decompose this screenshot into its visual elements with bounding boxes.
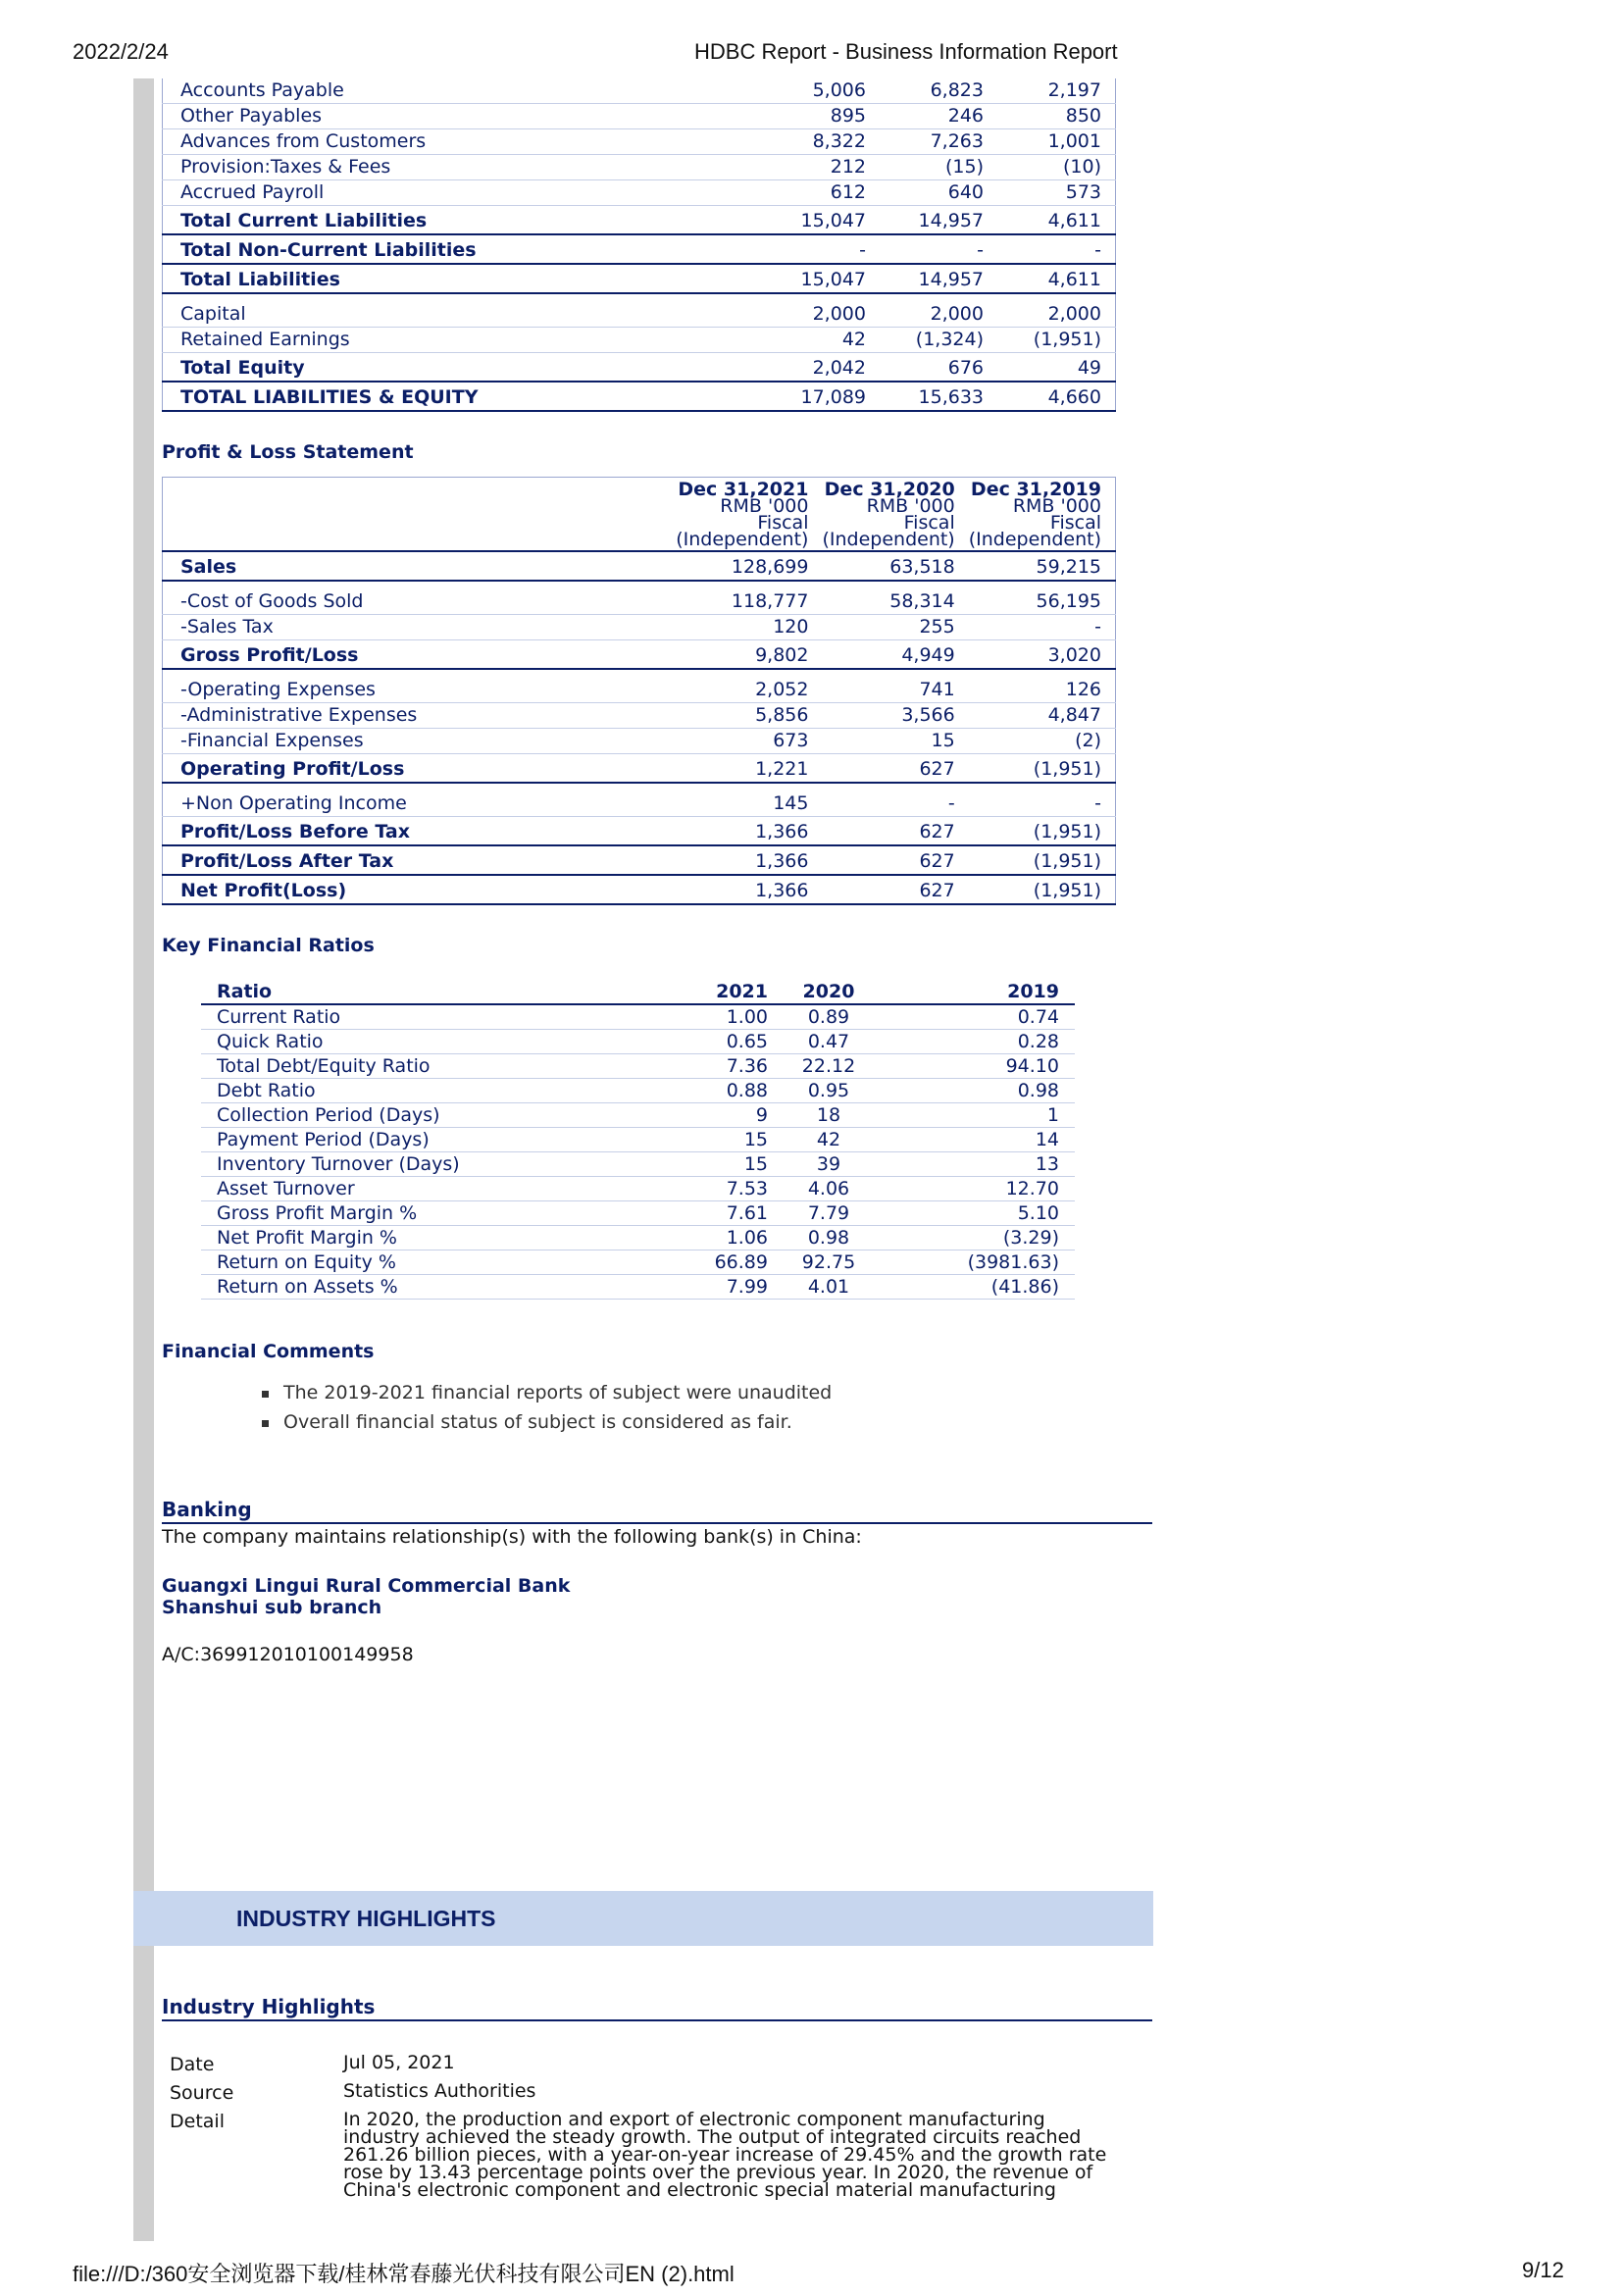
table-row: Capital 2,000 2,000 2,000 xyxy=(163,293,1116,328)
table-row: Other Payables 895 246 850 xyxy=(163,104,1116,129)
table-row: Return on Assets % 7.99 4.01 (41.86) xyxy=(201,1275,1075,1300)
profit-after-tax-row: Profit/Loss After Tax 1,366 627 (1,951) xyxy=(163,845,1116,875)
date-label: Date xyxy=(170,2054,215,2075)
banking-title: Banking xyxy=(162,1498,1152,1524)
profit-before-tax-row: Profit/Loss Before Tax 1,366 627 (1,951) xyxy=(163,817,1116,846)
banking-intro: The company maintains relationship(s) with the following bank(s) in China: xyxy=(162,1526,862,1548)
ratios-title: Key Financial Ratios xyxy=(162,935,375,956)
balance-sheet-table xyxy=(162,78,1116,412)
print-footer-path: file:///D:/360安全浏览器下载/桂林常春藤光伏科技有限公司EN (2).html xyxy=(73,2262,735,2286)
bank-name: Guangxi Lingui Rural Commercial Bank xyxy=(162,1575,571,1597)
table-row: Collection Period (Days) 9 18 1 xyxy=(201,1103,1075,1128)
operating-profit-row: Operating Profit/Loss 1,221 627 (1,951) xyxy=(163,754,1116,784)
ratios-table xyxy=(201,980,1075,1300)
total-noncurrent-liabilities-row: Total Non-Current Liabilities - - - xyxy=(163,234,1116,264)
bank-account: A/C:369912010100149958 xyxy=(162,1644,414,1665)
pl-header-row: Dec 31,2021 RMB '000 Fiscal (Independent) Dec 31,2020 RMB '000 Fiscal (Independent) Dec 31,2019 RMB '000 Fiscal (Independent) xyxy=(163,478,1116,552)
net-profit-row: Net Profit(Loss) 1,366 627 (1,951) xyxy=(163,875,1116,904)
gross-profit-row: Gross Profit/Loss 9,802 4,949 3,020 xyxy=(163,640,1116,670)
table-row: Quick Ratio 0.65 0.47 0.28 xyxy=(201,1030,1075,1054)
table-row: -Financial Expenses 673 15 (2) xyxy=(163,729,1116,754)
table-row: Accounts Payable 5,006 6,823 2,197 xyxy=(163,78,1116,104)
industry-title: Industry Highlights xyxy=(162,1995,1152,2021)
print-date: 2022/2/24 xyxy=(73,39,169,64)
industry-section xyxy=(162,1995,1162,2201)
table-row: Total Debt/Equity Ratio 7.36 22.12 94.10 xyxy=(201,1054,1075,1079)
pl-title: Profit & Loss Statement xyxy=(162,441,414,463)
source-value: Statistics Authorities xyxy=(343,2080,536,2102)
sales-row: Sales 128,699 63,518 59,215 xyxy=(163,551,1116,581)
comments-title: Financial Comments xyxy=(162,1341,375,1362)
table-row: Retained Earnings 42 (1,324) (1,951) xyxy=(163,328,1116,353)
total-liabilities-row: Total Liabilities 15,047 14,957 4,611 xyxy=(163,264,1116,293)
profit-loss-table xyxy=(162,477,1116,905)
total-equity-row: Total Equity 2,042 676 49 xyxy=(163,353,1116,383)
print-page-number: 9/12 xyxy=(1522,2258,1564,2282)
table-row: Inventory Turnover (Days) 15 39 13 xyxy=(201,1152,1075,1177)
table-row: Provision:Taxes & Fees 212 (15) (10) xyxy=(163,155,1116,180)
table-row: Payment Period (Days) 15 42 14 xyxy=(201,1128,1075,1152)
table-row: -Sales Tax 120 255 - xyxy=(163,615,1116,640)
detail-value: In 2020, the production and export of electronic component manufacturing industry achieved the steady growth. The output of integrated circuits reached 261.26 billion pieces, with a year-on-year increase of 29.45% and the growth rate rose by 13.43 percentage points over the previous year. In 2020, the revenue of China's electronic component and electronic special material manufacturing xyxy=(343,2109,1107,2201)
table-row: Accrued Payroll 612 640 573 xyxy=(163,180,1116,206)
table-row: +Non Operating Income 145 - - xyxy=(163,783,1116,817)
report-content xyxy=(162,78,1162,1665)
table-row: -Administrative Expenses 5,856 3,566 4,847 xyxy=(163,703,1116,729)
list-item: The 2019-2021 financial reports of subject were unaudited xyxy=(283,1382,1162,1403)
date-value: Jul 05, 2021 xyxy=(343,2052,455,2073)
industry-highlights-band xyxy=(133,1891,1153,1946)
ratios-header-row: Ratio 2021 2020 2019 xyxy=(201,980,1075,1004)
list-item: Overall financial status of subject is considered as fair. xyxy=(283,1411,1162,1433)
table-row: Current Ratio 1.00 0.89 0.74 xyxy=(201,1004,1075,1030)
table-row: Advances from Customers 8,322 7,263 1,001 xyxy=(163,129,1116,155)
table-row: Return on Equity % 66.89 92.75 (3981.63) xyxy=(201,1250,1075,1275)
table-row: Debt Ratio 0.88 0.95 0.98 xyxy=(201,1079,1075,1103)
source-label: Source xyxy=(170,2082,234,2104)
table-row: Asset Turnover 7.53 4.06 12.70 xyxy=(201,1177,1075,1201)
industry-band-title: INDUSTRY HIGHLIGHTS xyxy=(236,1906,496,1931)
print-title: HDBC Report - Business Information Report xyxy=(694,39,1118,64)
table-row: -Cost of Goods Sold 118,777 58,314 56,195 xyxy=(163,581,1116,615)
total-current-liabilities-row: Total Current Liabilities 15,047 14,957 4,611 xyxy=(163,206,1116,235)
table-row: Net Profit Margin % 1.06 0.98 (3.29) xyxy=(201,1226,1075,1250)
bank-branch: Shanshui sub branch xyxy=(162,1597,382,1618)
table-row: -Operating Expenses 2,052 741 126 xyxy=(163,669,1116,703)
detail-label: Detail xyxy=(170,2111,225,2132)
table-row: Gross Profit Margin % 7.61 7.79 5.10 xyxy=(201,1201,1075,1226)
comments-list xyxy=(162,1382,1162,1433)
total-liabilities-equity-row: TOTAL LIABILITIES & EQUITY 17,089 15,633 4,660 xyxy=(163,382,1116,411)
